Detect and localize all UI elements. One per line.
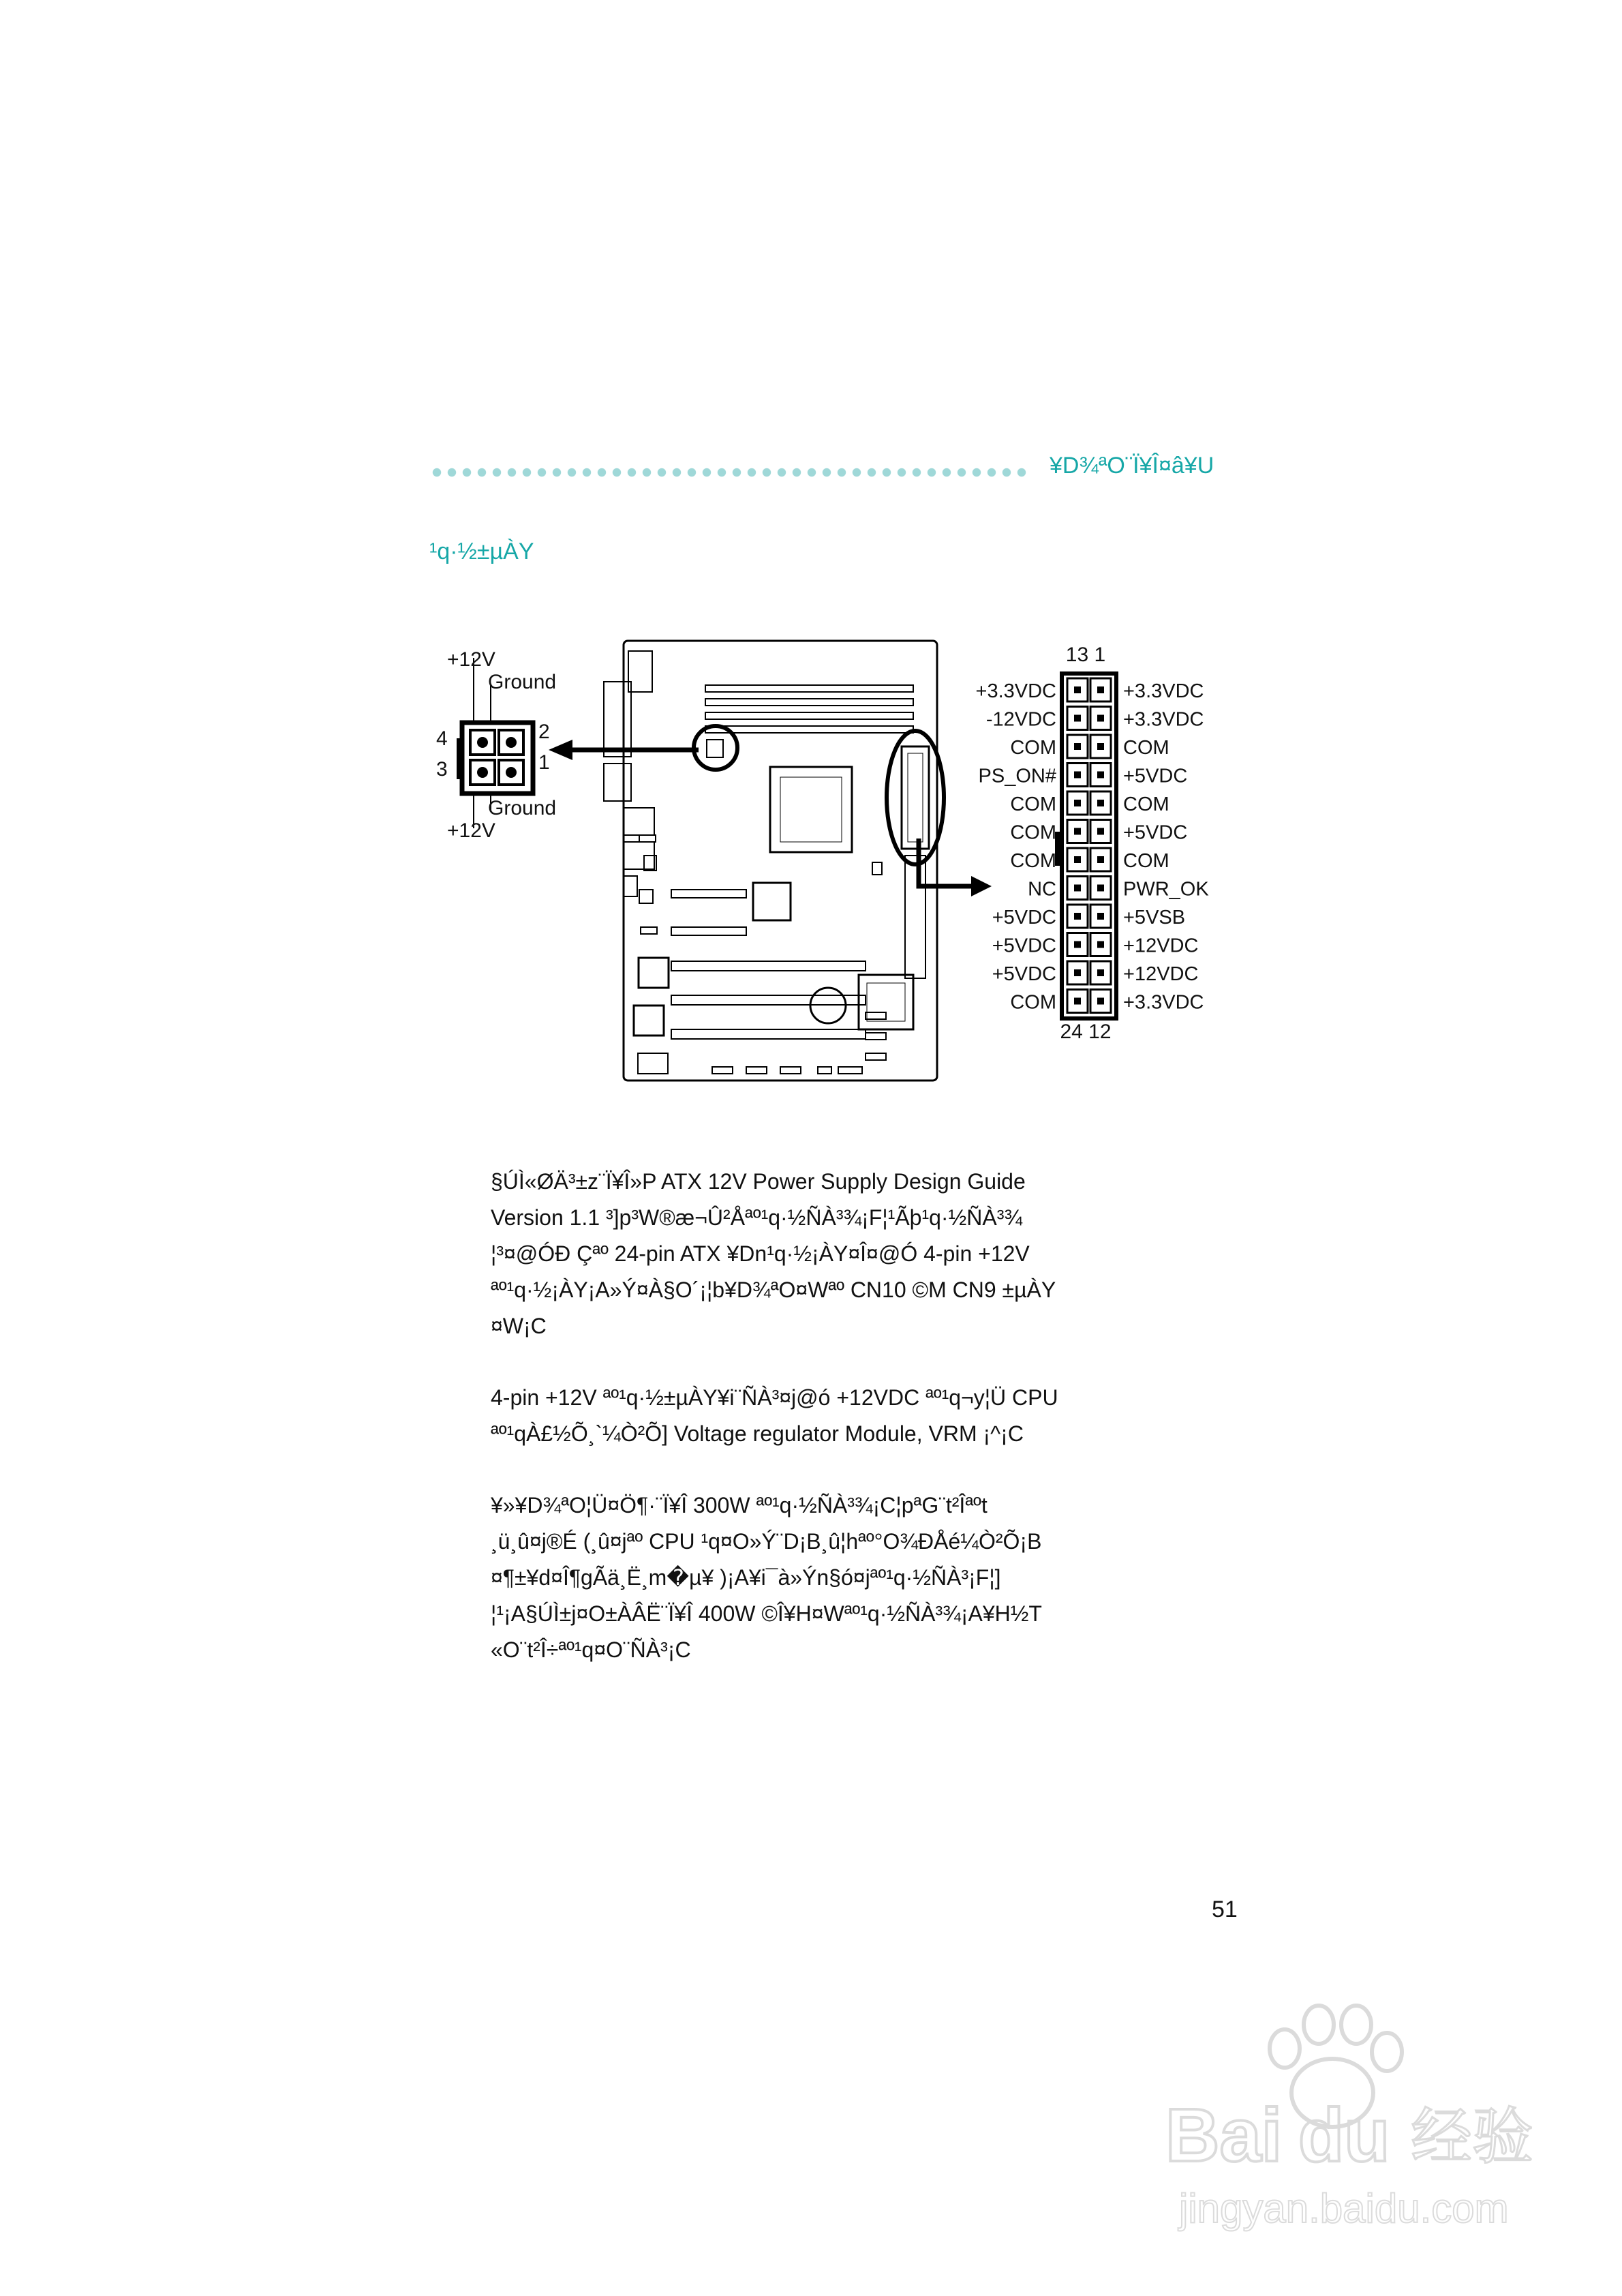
pin-contact	[1074, 998, 1081, 1005]
connector-24pin	[976, 644, 1210, 1043]
pin-contact	[1097, 772, 1104, 779]
pin-contact	[1097, 828, 1104, 835]
connector-4pin	[436, 648, 556, 842]
baidu-jingyan-watermark	[1159, 1991, 1595, 2263]
pin-label-left: COM	[1010, 991, 1056, 1014]
pin-labels-right	[1123, 680, 1209, 1014]
paragraph-line: ªº¹qÀ£½Õ¸`¼Ò²Õ] Voltage regulator Module, VRM ¡^¡C	[491, 1421, 1024, 1446]
motherboard-layout	[604, 641, 944, 1081]
pin-label-left: +5VDC	[992, 935, 1056, 957]
paragraph-line: ¸ü¸û¤j®É (¸û¤jªº CPU ¹q¤O»Ý¨D¡B¸û¦hªº°O¾ÐÅé¼Ò²Õ¡B	[491, 1529, 1042, 1554]
pin-contact	[1097, 686, 1104, 693]
label-24pin-top-numbers: 13 1	[1065, 644, 1106, 666]
label-4pin-ground-bottom: Ground	[488, 797, 557, 819]
label-pin-3: 3	[436, 758, 448, 781]
paragraph-2	[491, 1380, 1254, 1452]
pin-label-right: +5VDC	[1123, 765, 1188, 787]
pin-label-left: COM	[1010, 737, 1056, 759]
paragraph-line: §ÚÌ«ØÄ³±z¨Ï¥Î»P ATX 12V Power Supply Design Guide	[491, 1169, 1026, 1194]
pin-contact	[1097, 998, 1104, 1005]
label-pin-2: 2	[538, 721, 550, 743]
paragraph-line: ªº¹q·½¡ÀY¡A»Ý¤À§O´¡¦b¥D¾ªO¤Wªº CN10 ©M CN9 ±µÀY	[491, 1278, 1056, 1302]
label-24pin-bottom-numbers: 24 12	[1060, 1021, 1112, 1043]
pin-contact	[1074, 885, 1081, 892]
pin-contact	[1074, 800, 1081, 806]
header-title: ¥D¾ªO¨Ï¥Î¤â¥U	[1050, 453, 1214, 479]
pin-label-right: +3.3VDC	[1123, 708, 1204, 731]
pin-contact	[1074, 969, 1081, 976]
pin-label-right: +5VSB	[1123, 907, 1186, 928]
pin-contact	[1074, 828, 1081, 835]
paragraph-line: «O¨t²Î÷ªº¹q¤O¨ÑÀ³¡C	[491, 1637, 691, 1662]
paragraph-3	[491, 1487, 1254, 1668]
label-pin-4: 4	[436, 727, 448, 750]
pin-contact	[1074, 941, 1081, 948]
pin-label-right: COM	[1123, 794, 1169, 815]
label-pin-1: 1	[538, 751, 550, 774]
pin-contact	[1074, 743, 1081, 750]
pin-label-right: +3.3VDC	[1123, 991, 1204, 1014]
pin-label-left: +5VDC	[992, 907, 1056, 928]
power-connector-diagram	[436, 631, 1254, 1094]
paragraph-line: ¦³¤@ÓÐ Çªº 24-pin ATX ¥Dn¹q·½¡ÀY¤Î¤@Ó 4-pin +12V	[491, 1241, 1030, 1266]
paragraph-line: ¥»¥D¾ªO¦Ü¤Ö¶·¨Ï¥Î 300W ªº¹q·½ÑÀ³¾¡C¦pªG¨t²Îªºt	[491, 1493, 988, 1517]
label-4pin-ground-top: Ground	[488, 671, 557, 693]
paragraph-line: ¤W¡C	[491, 1314, 547, 1338]
pin-label-left: +3.3VDC	[975, 680, 1056, 702]
watermark-brand: Bai	[1165, 2094, 1283, 2177]
pin-contact	[1097, 969, 1104, 976]
pin-contact	[1097, 743, 1104, 750]
pin-label-right: COM	[1123, 737, 1169, 759]
pin-contact	[1074, 686, 1081, 693]
pin-label-right: +12VDC	[1123, 935, 1199, 957]
page-number: 51	[1212, 1897, 1238, 1922]
pin-contact	[1074, 913, 1081, 920]
pin-label-left: -12VDC	[985, 708, 1056, 731]
pin-label-right: +3.3VDC	[1123, 680, 1204, 702]
paragraph-line: 4-pin +12V ªº¹q·½±µÀY¥i¨ÑÀ³¤j@ó +12VDC ªº¹q¬y¦Ü CPU	[491, 1385, 1058, 1410]
pin-contact	[1097, 885, 1104, 892]
watermark-brand-cn: 经验	[1411, 2103, 1533, 2171]
paragraph-1	[491, 1164, 1254, 1344]
pin-label-right: +12VDC	[1123, 963, 1199, 985]
pin-label-left: PS_ON#	[978, 765, 1056, 787]
pin-label-left: +5VDC	[992, 963, 1056, 985]
paragraph-line: ¦¹¡A§ÚÌ±j¤O±ÀÂË¨Ï¥Î 400W ©Î¥H¤Wªº¹q·½ÑÀ³¾¡A¥H½T	[491, 1601, 1042, 1626]
header-dotted-rule	[429, 468, 1029, 477]
pin-label-left: NC	[1028, 878, 1056, 901]
pin-contact	[1097, 913, 1104, 920]
pin-label-right: PWR_OK	[1123, 878, 1209, 901]
pin-label-right: +5VDC	[1123, 821, 1188, 844]
pin-label-left: COM	[1010, 821, 1056, 844]
pin-label-right: COM	[1123, 850, 1169, 872]
pin-labels-left	[976, 680, 1056, 1014]
label-4pin-12v-bottom: +12V	[447, 819, 495, 842]
pin-label-left: COM	[1010, 850, 1056, 872]
watermark-brand-du: du	[1298, 2094, 1390, 2177]
label-4pin-12v-top: +12V	[447, 648, 495, 671]
pin-contact	[1097, 941, 1104, 948]
section-title: ¹q·½±µÀY	[429, 539, 534, 564]
pin-contact	[1074, 856, 1081, 863]
paragraph-line: Version 1.1 ³]p³W®æ¬Û²Åªº¹q·½ÑÀ³¾¡F¦¹Ãþ¹q·½ÑÀ³¾	[491, 1205, 1023, 1230]
pin-contact	[1074, 715, 1081, 722]
pin-contact	[1097, 856, 1104, 863]
watermark-url: jingyan.baidu.com	[1179, 2186, 1509, 2231]
pin-label-left: COM	[1010, 794, 1056, 815]
pin-contact	[1097, 715, 1104, 722]
paragraph-line: ¤¶±¥d¤Î¶gÃä¸Ë¸m�µ¥ )¡A¥i¯à»Ýn§ó¤jªº¹q·½ÑÀ³¡F¦]	[491, 1565, 1001, 1590]
pin-contact	[1074, 772, 1081, 779]
pin-contact	[1097, 800, 1104, 806]
